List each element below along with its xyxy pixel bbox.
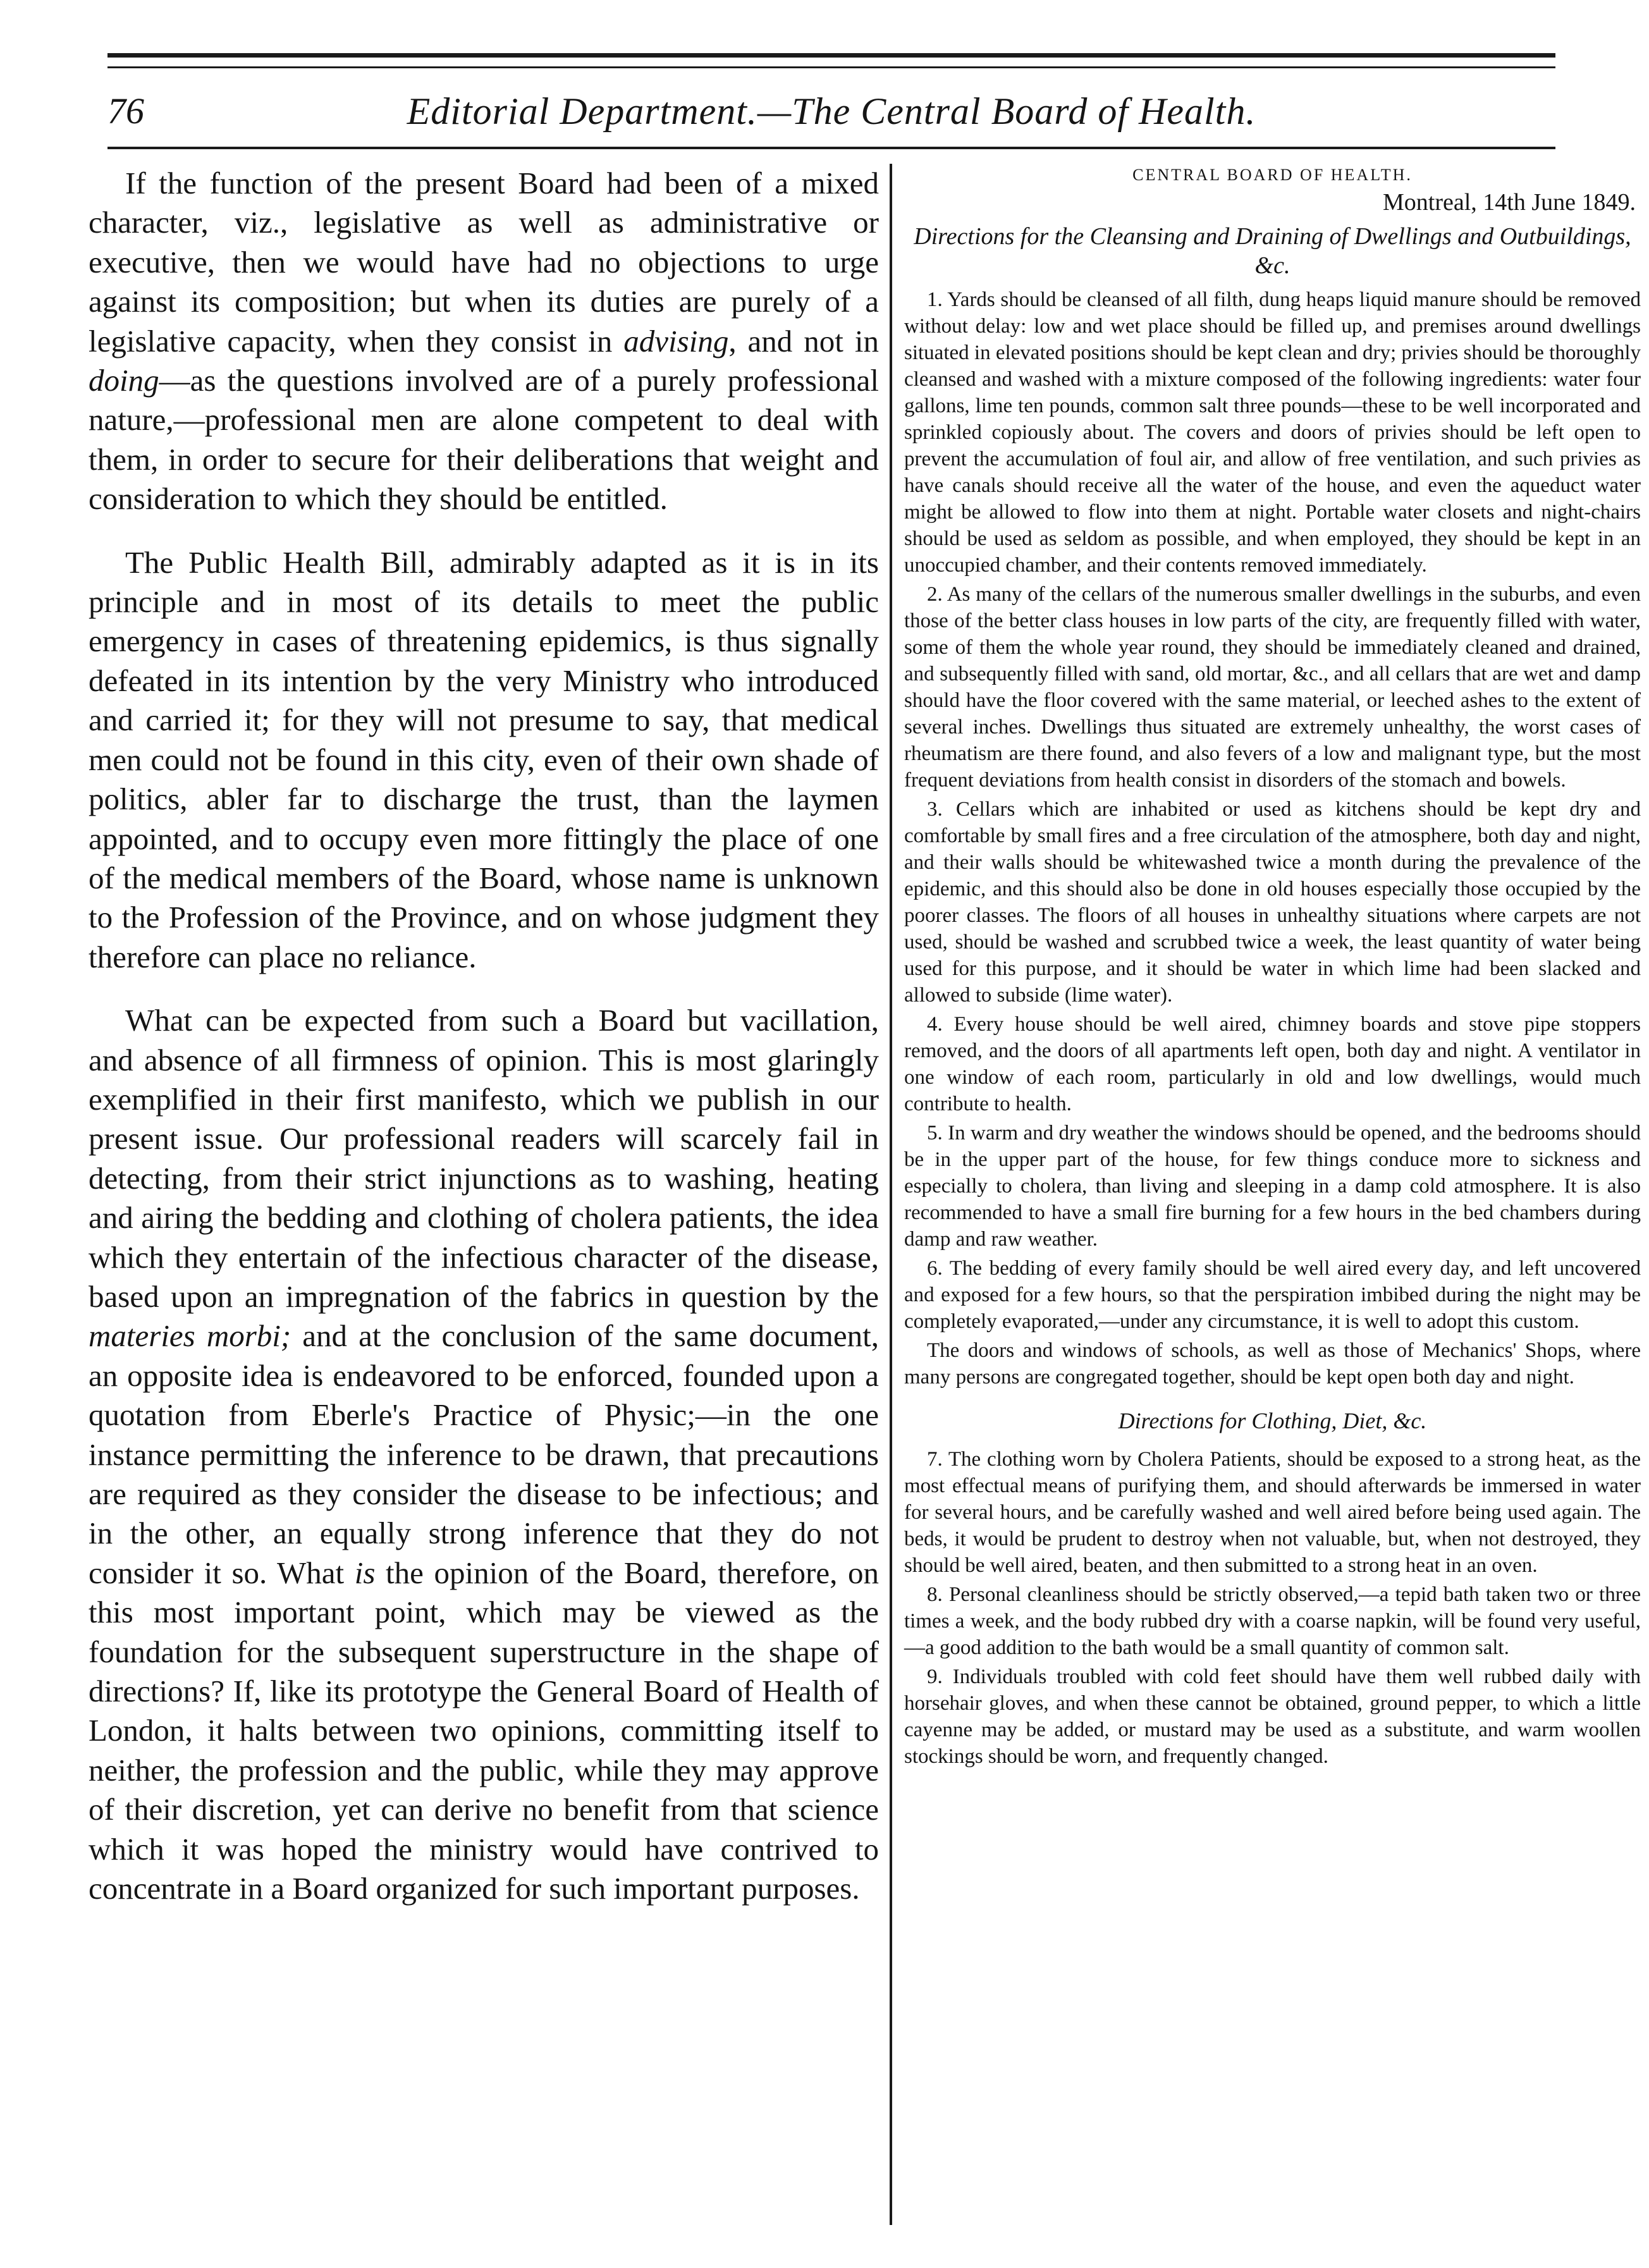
- right-column: [904, 164, 1641, 2225]
- direction-item: 4. Every house should be well aired, chimney boards and stove pipe stoppers removed, and the doors of all apartments left open, both day and night. A ventilator in one window of each room, particularly in old and low dwellings, would much contribute to health.: [904, 1013, 1641, 1115]
- document-page: [76, 53, 1641, 2228]
- page-number: 76: [107, 90, 144, 132]
- editorial-paragraph-2: The Public Health Bill, admirably adapted as it is in its principle and in most of its details to meet the public emergency in cases of threatening epidemics, is thus signally defeated in its intention by the very Ministry who introduced and carried it; for they will not presume to say, that medical men could not be found in this city, even of their own shade of politics, abler far to discharge the trust, than the laymen appointed, and to occupy even more fittingly the place of one of the medical members of the Board, whose name is unknown to the Profession of the Province, and on whose judgment they therefore can place no reliance.: [89, 544, 879, 974]
- page-header: [107, 78, 1555, 148]
- notice-dateline: Montreal, 14th June 1849.: [1382, 189, 1636, 216]
- notice-subheading: Directions for the Cleansing and Draining of Dwellings and Outbuildings, &c.: [914, 223, 1631, 279]
- direction-item: 1. Yards should be cleansed of all filth, dung heaps liquid manure should be removed without delay: low and wet place should be filled up, and premises around dwellings situated in elevated positions should be kept clean and dry; privies should be thoroughly cleansed and washed with a mixture composed of the following ingredients: water four gallons, lime ten pounds, common salt three pounds—these to be well incorporated and sprinkled copiously about. The covers and doors of privies should be left open to prevent the accumulation of foul air, and allow of free ventilation, and such privies as have canals should receive all the water of the house, and even the aqueduct water might be allowed to flow into them at night. Portable water closets and night-chairs should be used as seldom as possible, and when employed, they should be kept in an unoccupied chamber, and their contents removed immediately.: [904, 288, 1641, 577]
- direction-item: 2. As many of the cellars of the numerous smaller dwellings in the suburbs, and even those of the better class houses in low parts of the city, are frequently filled with water, some of them the whole year round, they should be immediately cleaned and drained, and subsequently filled with sand, old mortar, &c., and all cellars that are wet and damp should have the floor covered with the same material, or leeched ashes to the extent of several inches. Dwellings thus situated are extremely unhealthy, the worst cases of rheumatism are there found, and also fevers of a low and malignant type, but the most frequent deviations from health consist in disorders of the stomach and bowels.: [904, 583, 1641, 792]
- clothing-diet-subheading: Directions for Clothing, Diet, &c.: [1118, 1408, 1427, 1433]
- left-column: [89, 164, 879, 2225]
- direction-item: 3. Cellars which are inhabited or used as kitchens should be kept dry and comfortable by small fires and a free circulation of the atmosphere, both day and night, and their walls should be whitewashed twice a month during the prevalence of the epidemic, and this should also be done in old houses especially those occupied by the poorer classes. The floors of all houses in unhealthy situations where carpets are not used, should be washed and scrubbed twice a week, the least quantity of water being used for this purpose, and it should be water in which lime had been slacked and allowed to subside (lime water).: [904, 798, 1641, 1007]
- direction-item: The doors and windows of schools, as well as those of Mechanics' Shops, where many persons are congregated together, should be kept open both day and night.: [904, 1339, 1641, 1388]
- editorial-paragraph-3: What can be expected from such a Board but vacillation, and absence of all firmness of opinion. This is most glaringly exemplified in their first manifesto, which we publish in our present issue. Our professional readers will scarcely fail in detecting, from their strict injunctions as to washing, heating and airing the bedding and clothing of cholera patients, the idea which they entertain of the infectious character of the disease, based upon an impregnation of the fabrics in question by the materies morbi; and at the conclusion of the same document, an opposite idea is endeavored to be enforced, founded upon a quotation from Eberle's Practice of Physic;—in the one instance permitting the inference to be drawn, that precautions are required as they consider the disease to be infectious; and in the other, an equally strong inference that they do not consider it so. What is the opinion of the Board, therefore, on this most important point, which may be viewed as the foundation for the subsequent superstructure in the shape of directions? If, like its prototype the General Board of Health of London, it halts between two opinions, committing itself to neither, the profession and the public, while they may approve of their discretion, yet can derive no benefit from that science which it was hoped the ministry would have contrived to concentrate in a Board organized for such important purposes.: [89, 1003, 879, 1906]
- running-title: Editorial Department.—The Central Board of Health.: [407, 90, 1256, 132]
- direction-item: 5. In warm and dry weather the windows should be opened, and the bedrooms should be in the upper part of the house, for few things conduce more to sickness and especially to cholera, than living and sleeping in a damp cold atmosphere. It is also recommended to have a small fire burning for a few hours in the bed chambers during damp and raw weather.: [904, 1122, 1641, 1251]
- direction-item: 6. The bedding of every family should be well aired every day, and left uncovered and exposed for a few hours, so that the perspiration imbibed during the night may be completely evaporated,—under any circumstance, it is well to adopt this custom.: [904, 1257, 1641, 1333]
- column-divider: [890, 164, 892, 2225]
- top-double-rule: [107, 53, 1555, 68]
- notice-heading: CENTRAL BOARD OF HEALTH.: [1132, 166, 1413, 184]
- direction-item: 9. Individuals troubled with cold feet should have them well rubbed daily with horsehair gloves, and when these cannot be obtained, ground pepper, to which a little cayenne may be added, or mustard may be used as a substitute, and warm woollen stockings should be worn, and frequently changed.: [904, 1665, 1641, 1768]
- editorial-paragraph-1: If the function of the present Board had been of a mixed character, viz., legislative as well as administrative or executive, then we would have had no objections to urge against its composition; but when its duties are purely of a legislative capacity, when they consist in advising, and not in doing—as the questions involved are of a purely professional nature,—professional men are alone competent to deal with them, in order to secure for their deliberations that weight and consideration to which they should be entitled.: [89, 166, 879, 517]
- direction-item: 7. The clothing worn by Cholera Patients, should be exposed to a strong heat, as the most effectual means of purifying them, and should afterwards be immersed in water for several hours, and be carefully washed and well aired before being used again. The beds, it would be prudent to destroy when not valuable, but, when not destroyed, they should be well aired, beaten, and then submitted to a strong heat in an oven.: [904, 1448, 1641, 1577]
- direction-item: 8. Personal cleanliness should be strictly observed,—a tepid bath taken two or three times a week, and the body rubbed dry with a coarse napkin, will be found very useful,—a good addition to the bath would be a small quantity of common salt.: [904, 1583, 1641, 1659]
- header-rule: [107, 147, 1555, 149]
